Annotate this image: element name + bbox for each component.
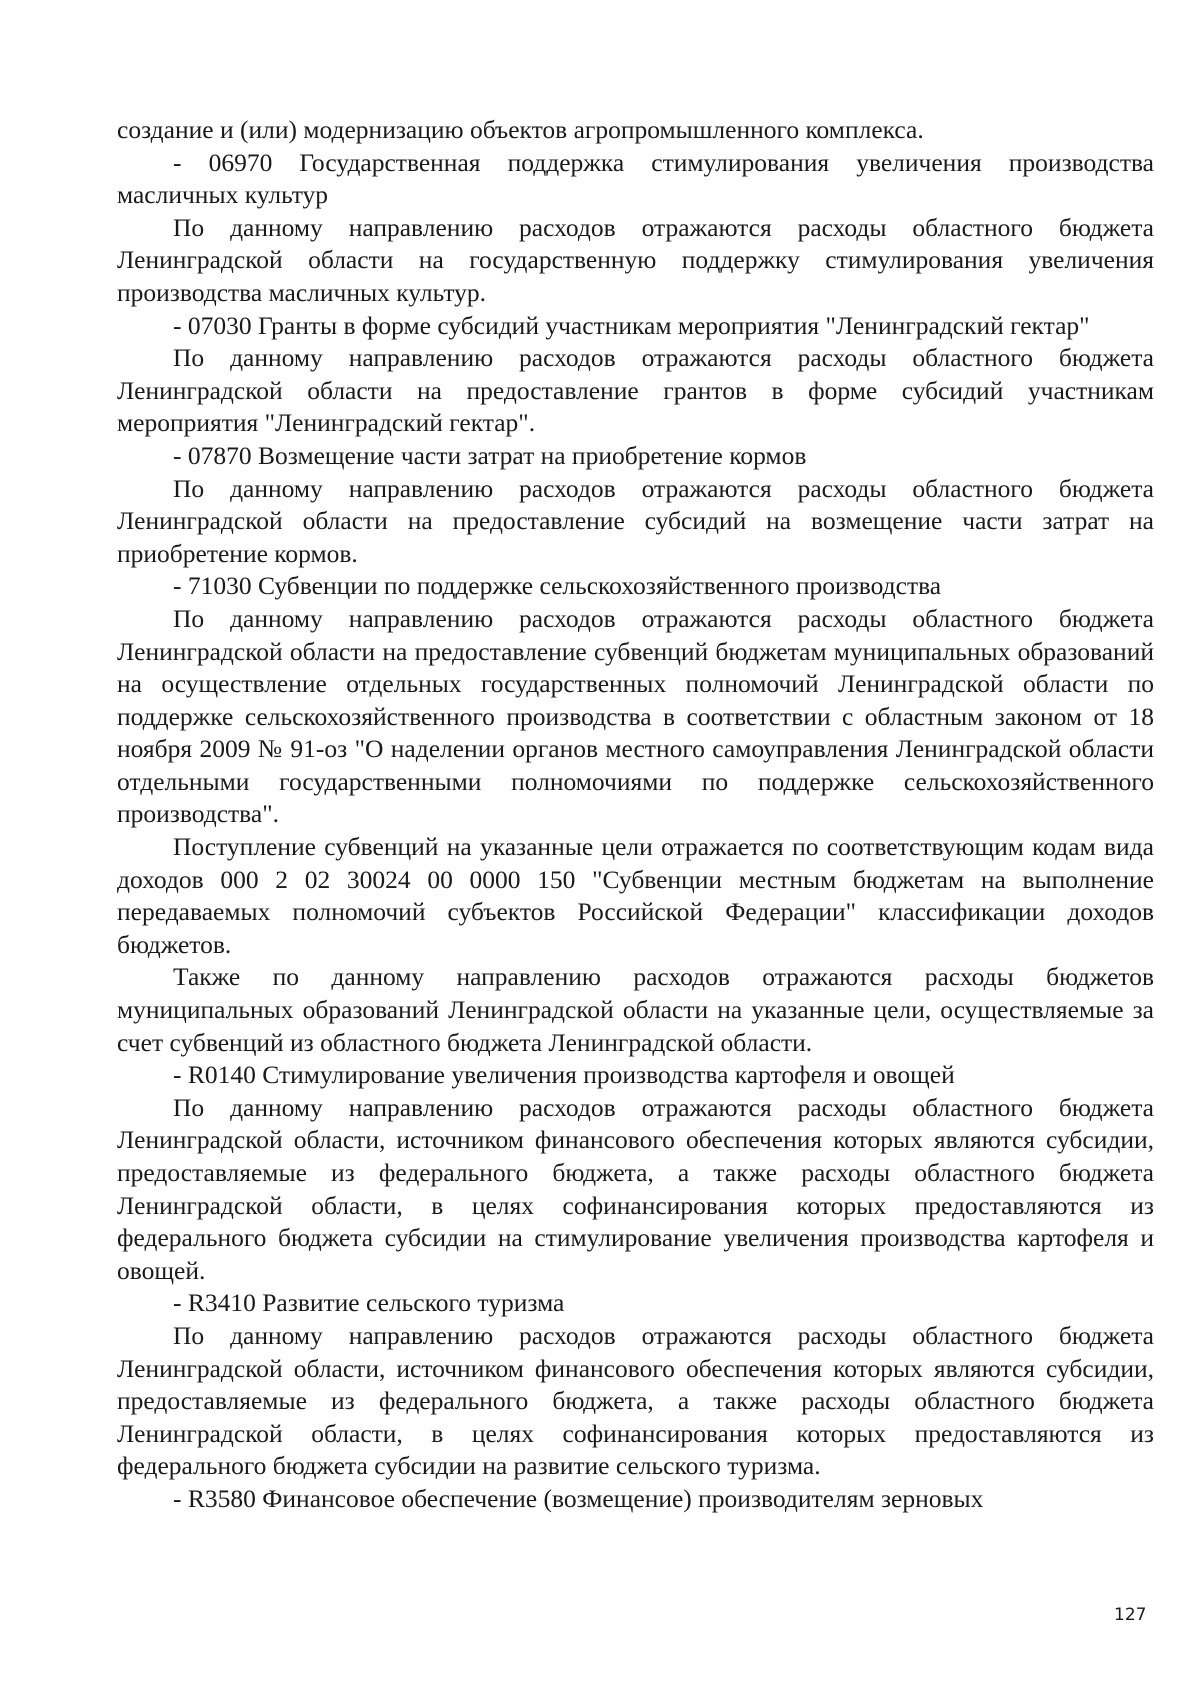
paragraph: По данному направлению расходов отражаются расходы областного бюджета Ленинградской области на предоставление субсидий на возмещение части затрат на приобретение кормов.: [117, 473, 1154, 568]
expense-code-heading: - 71030 Субвенции по поддержке сельскохозяйственного производства: [173, 571, 942, 601]
paragraph: Поступление субвенций на указанные цели отражается по соответствующим кодам вида доходов 000 2 02 30024 00 0000 150 "Субвенции местным бюджетам на выполнение передаваемых полномочий субъектов Российской Федерации" классификации доходов бюджетов.: [117, 832, 1154, 959]
paragraph: По данному направлению расходов отражаются расходы областного бюджета Ленинградской области на предоставление грантов в форме субсидий участникам мероприятия "Ленинградский гектар".: [117, 343, 1154, 438]
page-number: 127: [1114, 1605, 1147, 1625]
expense-code-heading: - R3580 Финансовое обеспечение (возмещение) производителям зерновых: [173, 1483, 984, 1513]
paragraph: По данному направлению расходов отражаются расходы областного бюджета Ленинградской области, источником финансового обеспечения которых являются субсидии, предоставляемые из федерального бюджета, а также расходы областного бюджета Ленинградской области, в целях софинансирования которых предоставляются из федерального бюджета субсидии на стимулирование увеличения производства картофеля и овощей.: [117, 1092, 1154, 1285]
expense-code-heading: - 07870 Возмещение части затрат на приобретение кормов: [173, 440, 807, 470]
paragraph: По данному направлению расходов отражаются расходы областного бюджета Ленинградской области, источником финансового обеспечения которых являются субсидии, предоставляемые из федерального бюджета, а также расходы областного бюджета Ленинградской области, в целях софинансирования которых предоставляются из федерального бюджета субсидии на развитие сельского туризма.: [117, 1320, 1154, 1481]
expense-code-heading: - R0140 Стимулирование увеличения производства картофеля и овощей: [173, 1060, 955, 1090]
paragraph: По данному направлению расходов отражаются расходы областного бюджета Ленинградской области на предоставление субвенций бюджетам муниципальных образований на осуществление отдельных государственных полномочий Ленинградской области по поддержке сельскохозяйственного производства в соответствии с областным законом от 18 ноября 2009 № 91-оз "О наделении органов местного самоуправления Ленинградской области отдельными государственными полномочиями по поддержке сельскохозяйственного производства".: [117, 603, 1154, 829]
expense-code-heading: - 07030 Гранты в форме субсидий участникам мероприятия "Ленинградский гектар": [173, 310, 1090, 340]
expense-code-heading: - R3410 Развитие сельского туризма: [173, 1288, 565, 1318]
paragraph: По данному направлению расходов отражаются расходы областного бюджета Ленинградской области на государственную поддержку стимулирования увеличения производства масличных культур.: [117, 212, 1154, 307]
paragraph: Также по данному направлению расходов отражаются расходы бюджетов муниципальных образований Ленинградской области на указанные цели, осуществляемые за счет субвенций из областного бюджета Ленинградской области.: [117, 962, 1154, 1057]
paragraph: создание и (или) модернизацию объектов агропромышленного комплекса.: [117, 115, 924, 144]
document-text: [117, 114, 1154, 1516]
expense-code-heading: - 06970 Государственная поддержка стимулирования увеличения производства масличных культур: [117, 147, 1154, 210]
